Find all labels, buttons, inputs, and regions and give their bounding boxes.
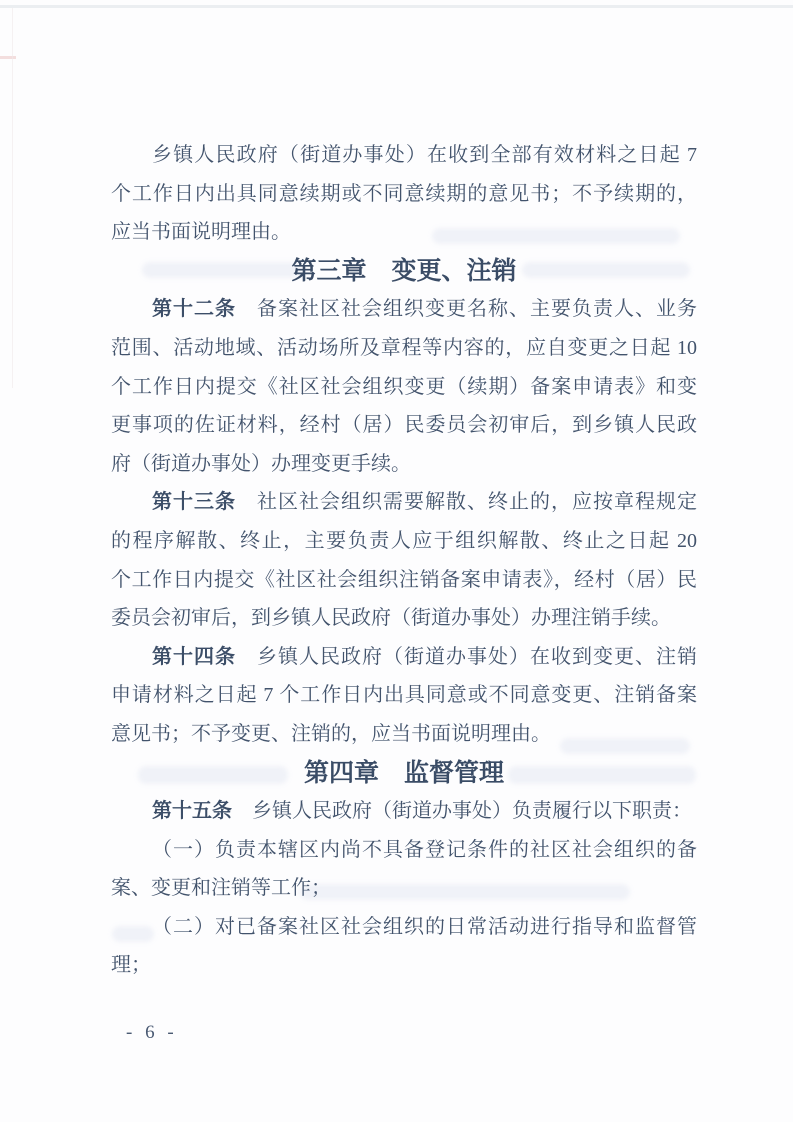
text-segment: 更事项的佐证材料，经村（居）民委员会初审后，到乡镇人民政 — [111, 414, 697, 437]
text-line — [111, 792, 697, 831]
text-line — [111, 908, 697, 947]
text-line — [111, 483, 697, 522]
text-segment: 应当书面说明理由。 — [111, 221, 291, 244]
text-line — [111, 599, 697, 638]
text-line — [111, 561, 697, 600]
text-segment: 委员会初审后，到乡镇人民政府（街道办事处）办理注销手续。 — [111, 607, 671, 630]
text-line — [111, 445, 697, 484]
text-segment: 乡镇人民政府（街道办事处）负责履行以下职责： — [232, 800, 692, 823]
text-segment: （一）负责本辖区内尚不具备登记条件的社区社会组织的备 — [152, 838, 697, 861]
chapter-heading — [111, 754, 697, 793]
text-line — [111, 213, 697, 252]
text-segment: 案、变更和注销等工作； — [111, 877, 331, 900]
text-line — [111, 368, 697, 407]
text-line — [111, 676, 697, 715]
text-segment: 理； — [111, 954, 151, 977]
text-segment: 申请材料之日起 7 个工作日内出具同意或不同意变更、注销备案 — [111, 684, 697, 707]
text-segment: 的程序解散、终止，主要负责人应于组织解散、终止之日起 20 — [111, 529, 697, 552]
text-line — [111, 329, 697, 368]
text-line — [111, 136, 697, 175]
text-line — [111, 638, 697, 677]
text-line — [111, 290, 697, 329]
text-segment: 意见书；不予变更、注销的，应当书面说明理由。 — [111, 722, 551, 745]
text-segment: （二）对已备案社区社会组织的日常活动进行指导和监督管 — [152, 915, 697, 938]
text-segment: 个工作日内提交《社区社会组织变更（续期）备案申请表》和变 — [111, 375, 697, 398]
text-line — [111, 406, 697, 445]
text-segment: 备案社区社会组织变更名称、主要负责人、业务 — [236, 298, 697, 321]
article-number: 第十三条 — [152, 491, 236, 514]
page-number: - 6 - — [126, 1022, 178, 1043]
article-number: 第十五条 — [152, 800, 232, 823]
text-line — [111, 522, 697, 561]
text-segment: 府（街道办事处）办理变更手续。 — [111, 452, 411, 475]
scan-tick-artifact — [0, 56, 16, 59]
text-segment: 第三章 变更、注销 — [291, 255, 517, 285]
text-segment: 乡镇人民政府（街道办事处）在收到全部有效材料之日起 7 — [152, 144, 697, 166]
text-segment: 第四章 监督管理 — [303, 757, 504, 787]
text-line — [111, 715, 697, 754]
text-line — [111, 175, 697, 214]
document-body — [111, 136, 697, 985]
scan-crease-artifact — [12, 8, 13, 388]
text-segment: 社区社会组织需要解散、终止的，应按章程规定 — [236, 491, 697, 514]
text-segment: 乡镇人民政府（街道办事处）在收到变更、注销 — [236, 645, 697, 668]
text-line — [111, 946, 697, 985]
chapter-heading — [111, 252, 697, 291]
text-line — [111, 831, 697, 870]
text-segment: 范围、活动地域、活动场所及章程等内容的，应自变更之日起 10 — [111, 336, 697, 359]
text-line — [111, 869, 697, 908]
article-number: 第十二条 — [152, 298, 236, 321]
text-segment: 个工作日内出具同意续期或不同意续期的意见书；不予续期的， — [111, 182, 697, 205]
scan-edge-artifact — [0, 5, 793, 8]
article-number: 第十四条 — [152, 645, 236, 668]
text-segment: 个工作日内提交《社区社会组织注销备案申请表》，经村（居）民 — [111, 568, 697, 591]
